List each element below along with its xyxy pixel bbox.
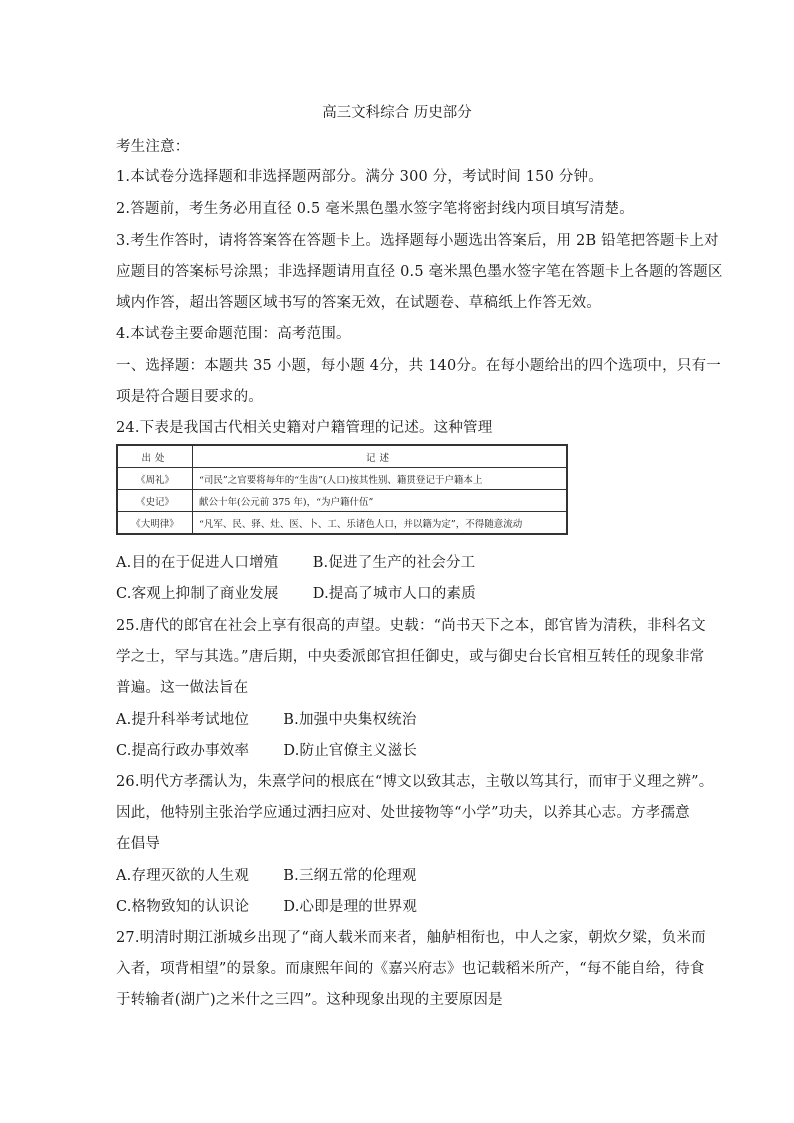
notice-line: 3.考生作答时，请将答案答在答题卡上。选择题每小题选出答案后，用 2B 铅笔把答题卡上对 xyxy=(116,233,719,249)
question-26-stem: 26.明代方孝孺认为，朱熹学问的根底在“博文以致其志，主敬以笃其行，而审于义理之辨”。 xyxy=(116,774,714,790)
table-row xyxy=(117,490,567,512)
question-24-stem: 24.下表是我国古代相关史籍对户籍管理的记述。这种管理 xyxy=(116,420,493,436)
table-header-row xyxy=(117,445,567,468)
page-title: 高三文科综合 历史部分 xyxy=(322,105,472,121)
question-26-options: C.格物致知的认识论 D.心即是理的世界观 xyxy=(116,899,418,915)
table-cell-record: 献公十年(公元前 375 年)，“为户籍什伍” xyxy=(193,490,568,512)
notice-heading: 考生注意： xyxy=(116,139,190,155)
table-cell-source: 《史记》 xyxy=(117,490,193,512)
question-25-stem: 学之士，罕与其选。”唐后期，中央委派郎官担任御史，或与御史台长官相互转任的现象非常 xyxy=(116,649,705,665)
notice-line: 4.本试卷主要命题范围：高考范围。 xyxy=(116,326,351,342)
question-27-stem: 27.明清时期江浙城乡出现了“商人载米而来者，舳舻相衔也，中人之家，朝炊夕粱，负米而 xyxy=(116,930,706,946)
table-row xyxy=(117,468,567,490)
table-cell-record: “凡军、民、驿、灶、医、卜、工、乐诸色人口，并以籍为定”，不得随意流动 xyxy=(193,512,568,535)
question-25-stem: 普遍。这一做法旨在 xyxy=(116,680,249,696)
notice-line: 2.答题前，考生务必用直径 0.5 毫米黑色墨水签字笔将密封线内项目填写清楚。 xyxy=(116,201,634,217)
table-row xyxy=(117,512,567,535)
question-24-options: A.目的在于促进人口增殖 B.促进了生产的社会分工 xyxy=(116,555,476,571)
notice-line: 应题目的答案标号涂黑；非选择题请用直径 0.5 毫米黑色墨水签字笔在答题卡上各题的答题区 xyxy=(116,264,723,280)
notice-line: 域内作答，超出答题区域书写的答案无效，在试题卷、草稿纸上作答无效。 xyxy=(116,295,602,311)
table-header-source: 出处 xyxy=(117,445,193,468)
question-26-stem: 因此，他特别主张治学应通过洒扫应对、处世接物等“小学”功夫，以养其心志。方孝孺意 xyxy=(116,805,690,821)
question-25-options: C.提高行政办事效率 D.防止官僚主义滋长 xyxy=(116,743,418,759)
table-header-record: 记述 xyxy=(193,445,568,468)
table-cell-record: “司民”之官要将每年的“生齿”(人口)按其性别、籍贯登记于户籍本上 xyxy=(193,468,568,490)
question-25-stem: 25.唐代的郎官在社会上享有很高的声望。史载：“尚书天下之本，郎官皆为清秩，非科名文 xyxy=(116,618,706,634)
records-table xyxy=(116,444,568,535)
question-27-stem: 于转输者(湖广)之米什之三四”。这种现象出现的主要原因是 xyxy=(116,992,503,1008)
question-26-stem: 在倡导 xyxy=(116,836,161,852)
question-24-options: C.客观上抑制了商业发展 D.提高了城市人口的素质 xyxy=(116,586,476,602)
section-heading: 一、选择题：本题共 35 小题，每小题 4分，共 140分。在每小题给出的四个选项中，只有一 xyxy=(116,358,721,374)
table-cell-source: 《周礼》 xyxy=(117,468,193,490)
question-26-options: A.存理灭欲的人生观 B.三纲五常的伦理观 xyxy=(116,868,417,884)
section-heading: 项是符合题目要求的。 xyxy=(116,389,263,405)
notice-line: 1.本试卷分选择题和非选择题两部分。满分 300 分，考试时间 150 分钟。 xyxy=(116,169,603,185)
table-cell-source: 《大明律》 xyxy=(117,512,193,535)
question-25-options: A.提升科举考试地位 B.加强中央集权统治 xyxy=(116,712,417,728)
question-27-stem: 入者，项背相望”的景象。而康熙年间的《嘉兴府志》也记载稻米所产，“每不能自给，待食 xyxy=(116,961,705,977)
